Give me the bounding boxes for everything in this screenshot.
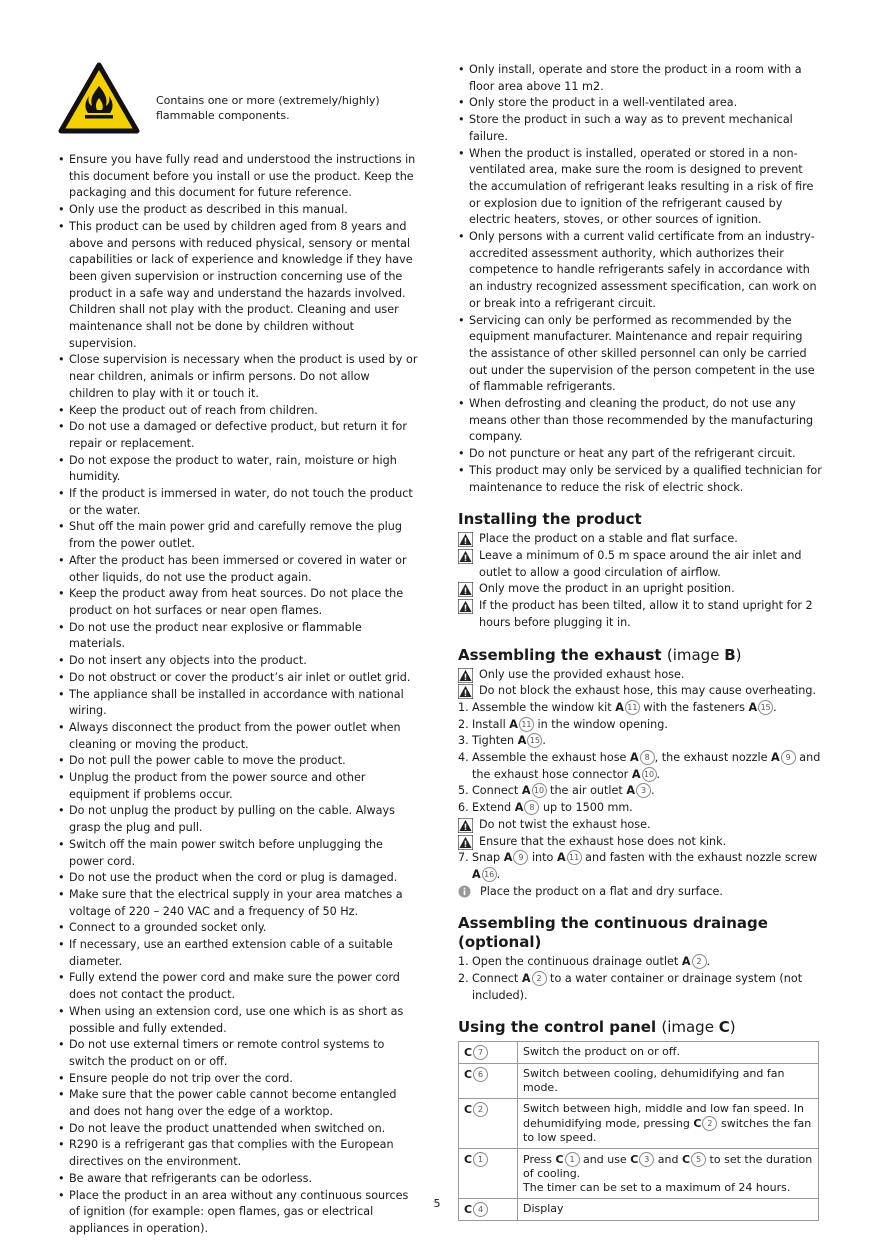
warning-item — [458, 817, 822, 834]
list-item: • This product may only be serviced by a qualified technician for maintenance to reduce the risk of electric shock. — [458, 463, 822, 496]
control-panel-table — [458, 1041, 819, 1221]
table-row — [459, 1064, 819, 1099]
left-column — [58, 62, 418, 1238]
desc-cell: Switch the product on or off. — [518, 1042, 819, 1064]
warning-triangle-icon — [458, 599, 473, 614]
list-item: • This product can be used by children aged from 8 years and above and persons with reduced physical, sensory or mental capabilities or lack of experience and knowledge if they have been given supervision or instruction concerning use of the product in a safe way and understand the hazards involved. Children shall not play with the product. Cleaning and user maintenance shall not be done by children without supervision. — [58, 219, 418, 353]
list-item: • Only store the product in a well-ventilated area. — [458, 95, 822, 112]
drainage-heading: Assembling the continuous drainage (optional) — [458, 914, 768, 952]
flammable-caption: Contains one or more (extremely/highly) flammable components. — [156, 94, 380, 122]
safety-list-left — [58, 152, 418, 1238]
key-cell: C 6 — [459, 1064, 518, 1099]
warning-triangle-icon — [458, 582, 473, 597]
list-item: • Do not expose the product to water, rain, moisture or high humidity. — [58, 453, 418, 486]
warning-item — [458, 548, 822, 581]
key-cell: C 7 — [459, 1042, 518, 1064]
list-item: • Switch off the main power switch before unplugging the power cord. — [58, 837, 418, 870]
desc-cell: Switch between cooling, dehumidifying and fan mode. — [518, 1064, 819, 1099]
warning-triangle-icon — [458, 668, 473, 683]
exhaust-steps-cont — [458, 850, 822, 883]
list-item: • If necessary, use an earthed extension cable of a suitable diameter. — [58, 937, 418, 970]
list-item: • Do not use a damaged or defective product, but return it for repair or replacement. — [58, 419, 418, 452]
step-item: 7. Snap A 9 into A 11 and fasten with the exhaust nozzle screw A 16 . — [458, 851, 818, 881]
desc-cell: Press C 1 and use C 3 and C 5 to set the duration of cooling. The timer can be set to a maximum of 24 hours. — [518, 1149, 819, 1199]
flammable-warning-icon — [58, 62, 140, 134]
list-item: • Do not leave the product unattended when switched on. — [58, 1121, 418, 1138]
list-item: • The appliance shall be installed in accordance with national wiring. — [58, 687, 418, 720]
step-item: 2. Install A 11 in the window opening. — [458, 717, 668, 731]
desc-cell: Display — [518, 1199, 819, 1221]
list-item: • After the product has been immersed or covered in water or other liquids, do not use the product again. — [58, 553, 418, 586]
step-item: 5. Connect A 10 the air outlet A 3 . — [458, 784, 655, 798]
warning-text: Only use the provided exhaust hose. — [479, 667, 685, 681]
list-item: • Do not unplug the product by pulling on the cable. Always grasp the plug and pull. — [58, 803, 418, 836]
key-cell: C 1 — [459, 1149, 518, 1199]
warning-item — [458, 598, 822, 631]
list-item: • Only use the product as described in this manual. — [58, 202, 418, 219]
flammable-notice — [58, 62, 418, 144]
list-item: • When the product is installed, operated or stored in a non-ventilated area, make sure the room is designed to prevent the accumulation of refrigerant leaks resulting in a risk of fire or explosion due to ignition of the refrigerant caused by electric heaters, stoves, or other sources of ignition. — [458, 146, 822, 230]
list-item: • Be aware that refrigerants can be odorless. — [58, 1171, 418, 1188]
list-item: • Servicing can only be performed as recommended by the equipment manufacturer. Maintenance and repair requiring the assistance of other skilled personnel can only be carried out under the supervision of the person competent in the use of flammable refrigerants. — [458, 313, 822, 397]
warning-triangle-icon — [458, 835, 473, 850]
list-item: • Make sure that the electrical supply in your area matches a voltage of 220 – 240 VAC and a frequency of 50 Hz. — [58, 887, 418, 920]
warning-item — [458, 834, 822, 851]
step-item: 2. Connect A 2 to a water container or drainage system (not included). — [458, 972, 803, 1002]
warning-item — [458, 581, 822, 598]
list-item: • Do not puncture or heat any part of the refrigerant circuit. — [458, 446, 822, 463]
install-heading: Installing the product — [458, 510, 642, 529]
list-item: • When defrosting and cleaning the product, do not use any means other than those recommended by the manufacturing company. — [458, 396, 822, 446]
list-item: • Only install, operate and store the product in a room with a floor area above 11 m2. — [458, 62, 822, 95]
key-cell: C 2 — [459, 1099, 518, 1149]
exhaust-warnings-top — [458, 667, 822, 700]
drainage-steps — [458, 954, 822, 1004]
warning-text: Place the product on a stable and flat surface. — [479, 532, 738, 546]
right-column — [458, 62, 822, 1221]
warning-triangle-icon — [458, 818, 473, 833]
warning-text: Do not twist the exhaust hose. — [479, 817, 651, 831]
list-item: • Store the product in such a way as to prevent mechanical failure. — [458, 112, 822, 145]
warning-text: Do not block the exhaust hose, this may cause overheating. — [479, 684, 817, 698]
warning-item — [458, 667, 822, 684]
exhaust-warnings-mid — [458, 817, 822, 850]
warning-text: Ensure that the exhaust hose does not kink. — [479, 834, 727, 848]
table-row — [459, 1042, 819, 1064]
list-item: • Shut off the main power grid and carefully remove the plug from the power outlet. — [58, 519, 418, 552]
step-item: 1. Open the continuous drainage outlet A 2 . — [458, 955, 711, 969]
list-item: • If the product is immersed in water, do not touch the product or the water. — [58, 486, 418, 519]
warning-item — [458, 683, 822, 700]
warning-triangle-icon — [458, 532, 473, 547]
list-item: • Place the product in an area without any continuous sources of ignition (for example: open flames, gas or electrical appliances in operation). — [58, 1188, 418, 1238]
info-icon — [458, 885, 471, 898]
warning-text: Leave a minimum of 0.5 m space around the air inlet and outlet to allow a good circulation of airflow. — [479, 548, 802, 579]
exhaust-steps — [458, 700, 822, 817]
list-item: • Do not obstruct or cover the product’s air inlet or outlet grid. — [58, 670, 418, 687]
table-row — [459, 1149, 819, 1199]
step-item: 4. Assemble the exhaust hose A 8 , the exhaust nozzle A 9 and the exhaust hose connector A 10 . — [458, 751, 821, 781]
list-item: • Do not pull the power cable to move the product. — [58, 753, 418, 770]
warning-triangle-icon — [458, 684, 473, 699]
list-item: • Ensure you have fully read and understood the instructions in this document before you install or use the product. Keep the packaging and this document for future reference. — [58, 152, 418, 202]
warning-text: Only move the product in an upright position. — [479, 582, 735, 596]
warning-triangle-icon — [458, 549, 473, 564]
safety-list-right — [458, 62, 822, 496]
step-item: 3. Tighten A 15 . — [458, 734, 546, 748]
key-cell: C 4 — [459, 1199, 518, 1221]
warning-text: If the product has been tilted, allow it to stand upright for 2 hours before plugging it in. — [479, 599, 813, 629]
exhaust-info-note: Place the product on a flat and dry surface. — [458, 884, 822, 901]
install-warnings — [458, 531, 822, 631]
list-item: • Ensure people do not trip over the cord. — [58, 1071, 418, 1088]
page-number: 5 — [433, 1197, 441, 1210]
list-item: • Keep the product out of reach from children. — [58, 403, 418, 420]
list-item: • Connect to a grounded socket only. — [58, 920, 418, 937]
list-item: • Do not use the product when the cord or plug is damaged. — [58, 870, 418, 887]
table-row — [459, 1099, 819, 1149]
list-item: • Make sure that the power cable cannot become entangled and does not hang over the edge of a worktop. — [58, 1087, 418, 1120]
step-item: 6. Extend A 8 up to 1500 mm. — [458, 801, 633, 815]
exhaust-heading: Assembling the exhaust (image B) — [458, 645, 742, 664]
list-item: • Do not use external timers or remote control systems to switch the product on or off. — [58, 1037, 418, 1070]
list-item: • R290 is a refrigerant gas that complies with the European directives on the environment. — [58, 1137, 418, 1170]
warning-item — [458, 531, 822, 548]
list-item: • Keep the product away from heat sources. Do not place the product on hot surfaces or near open flames. — [58, 586, 418, 619]
list-item: • Do not use the product near explosive or flammable materials. — [58, 620, 418, 653]
list-item: • When using an extension cord, use one which is as short as possible and fully extended. — [58, 1004, 418, 1037]
list-item: • Fully extend the power cord and make sure the power cord does not contact the product. — [58, 970, 418, 1003]
list-item: • Only persons with a current valid certificate from an industry-accredited assessment authority, which authorizes their competence to handle refrigerants safely in accordance with an industry recognized assessment specification, can work on or break into a refrigerant circuit. — [458, 229, 822, 313]
list-item: • Close supervision is necessary when the product is used by or near children, animals or infirm persons. Do not allow children to play with it or touch it. — [58, 352, 418, 402]
list-item: • Always disconnect the product from the power outlet when cleaning or moving the product. — [58, 720, 418, 753]
desc-cell: Switch between high, middle and low fan speed. In dehumidifying mode, pressing C 2 switches the fan to low speed. — [518, 1099, 819, 1149]
list-item: • Unplug the product from the power source and other equipment if problems occur. — [58, 770, 418, 803]
list-item: • Do not insert any objects into the product. — [58, 653, 418, 670]
control-heading: Using the control panel (image C) — [458, 1018, 736, 1037]
step-item: 1. Assemble the window kit A 11 with the fasteners A 15 . — [458, 700, 777, 714]
